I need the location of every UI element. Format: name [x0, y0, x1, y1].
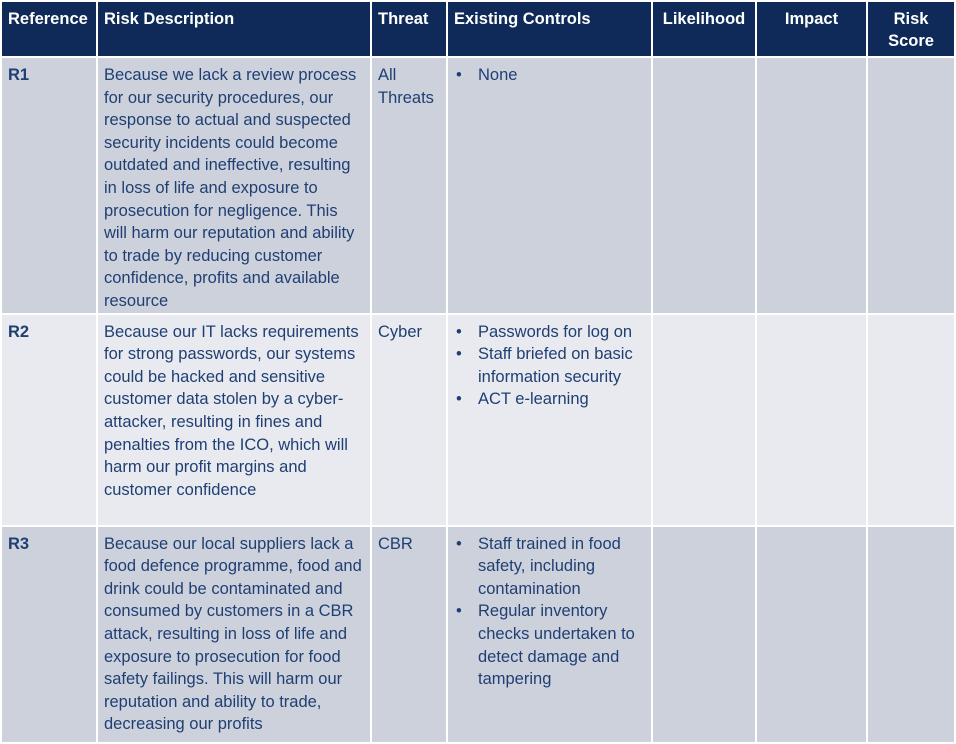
header-existing-controls: Existing Controls: [447, 1, 652, 57]
impact-cell: [756, 57, 867, 314]
threat-cell: Cyber: [371, 314, 447, 526]
controls-list: [454, 64, 645, 87]
risk-score-cell: [867, 526, 955, 743]
existing-controls-cell: [447, 526, 652, 743]
table-row: [1, 314, 955, 526]
impact-cell: [756, 526, 867, 743]
control-item: • Regular inventory checks undertaken to detect damage and tampering: [454, 600, 645, 690]
table-row: [1, 57, 955, 314]
likelihood-cell: [652, 57, 756, 314]
risk-description-cell: Because our IT lacks requirements for strong passwords, our systems could be hacked and sensitive customer data stolen by a cyber-attacker, resulting in fines and penalties from the ICO, which will harm our profit margins and customer confidence: [97, 314, 371, 526]
header-risk-score: Risk Score: [867, 1, 955, 57]
risk-score-cell: [867, 314, 955, 526]
threat-cell: CBR: [371, 526, 447, 743]
existing-controls-cell: [447, 57, 652, 314]
control-item: • ACT e-learning: [454, 388, 645, 411]
header-reference: Reference: [1, 1, 97, 57]
control-item: • Passwords for log on: [454, 321, 645, 344]
risk-score-cell: [867, 57, 955, 314]
threat-cell: All Threats: [371, 57, 447, 314]
reference-cell: R1: [1, 57, 97, 314]
likelihood-cell: [652, 314, 756, 526]
control-item: • Staff briefed on basic information security: [454, 343, 645, 388]
likelihood-cell: [652, 526, 756, 743]
header-impact: Impact: [756, 1, 867, 57]
existing-controls-cell: [447, 314, 652, 526]
header-row: [1, 1, 955, 57]
control-item: • Staff trained in food safety, including contamination: [454, 533, 645, 601]
impact-cell: [756, 314, 867, 526]
risk-description-cell: Because we lack a review process for our security procedures, our response to actual and suspected security incidents could become outdated and ineffective, resulting in loss of life and exposure to prosecution for negligence. This will harm our reputation and ability to trade by reducing customer confidence, profits and available resource: [97, 57, 371, 314]
control-item: • None: [454, 64, 645, 87]
header-threat: Threat: [371, 1, 447, 57]
header-risk-description: Risk Description: [97, 1, 371, 57]
controls-list: [454, 321, 645, 411]
header-likelihood: Likelihood: [652, 1, 756, 57]
risk-description-cell: Because our local suppliers lack a food defence programme, food and drink could be contaminated and consumed by customers in a CBR attack, resulting in loss of life and exposure to prosecution for food safety failings. This will harm our reputation and ability to trade, decreasing our profits: [97, 526, 371, 743]
reference-cell: R2: [1, 314, 97, 526]
controls-list: [454, 533, 645, 691]
table-row: [1, 526, 955, 743]
reference-cell: R3: [1, 526, 97, 743]
